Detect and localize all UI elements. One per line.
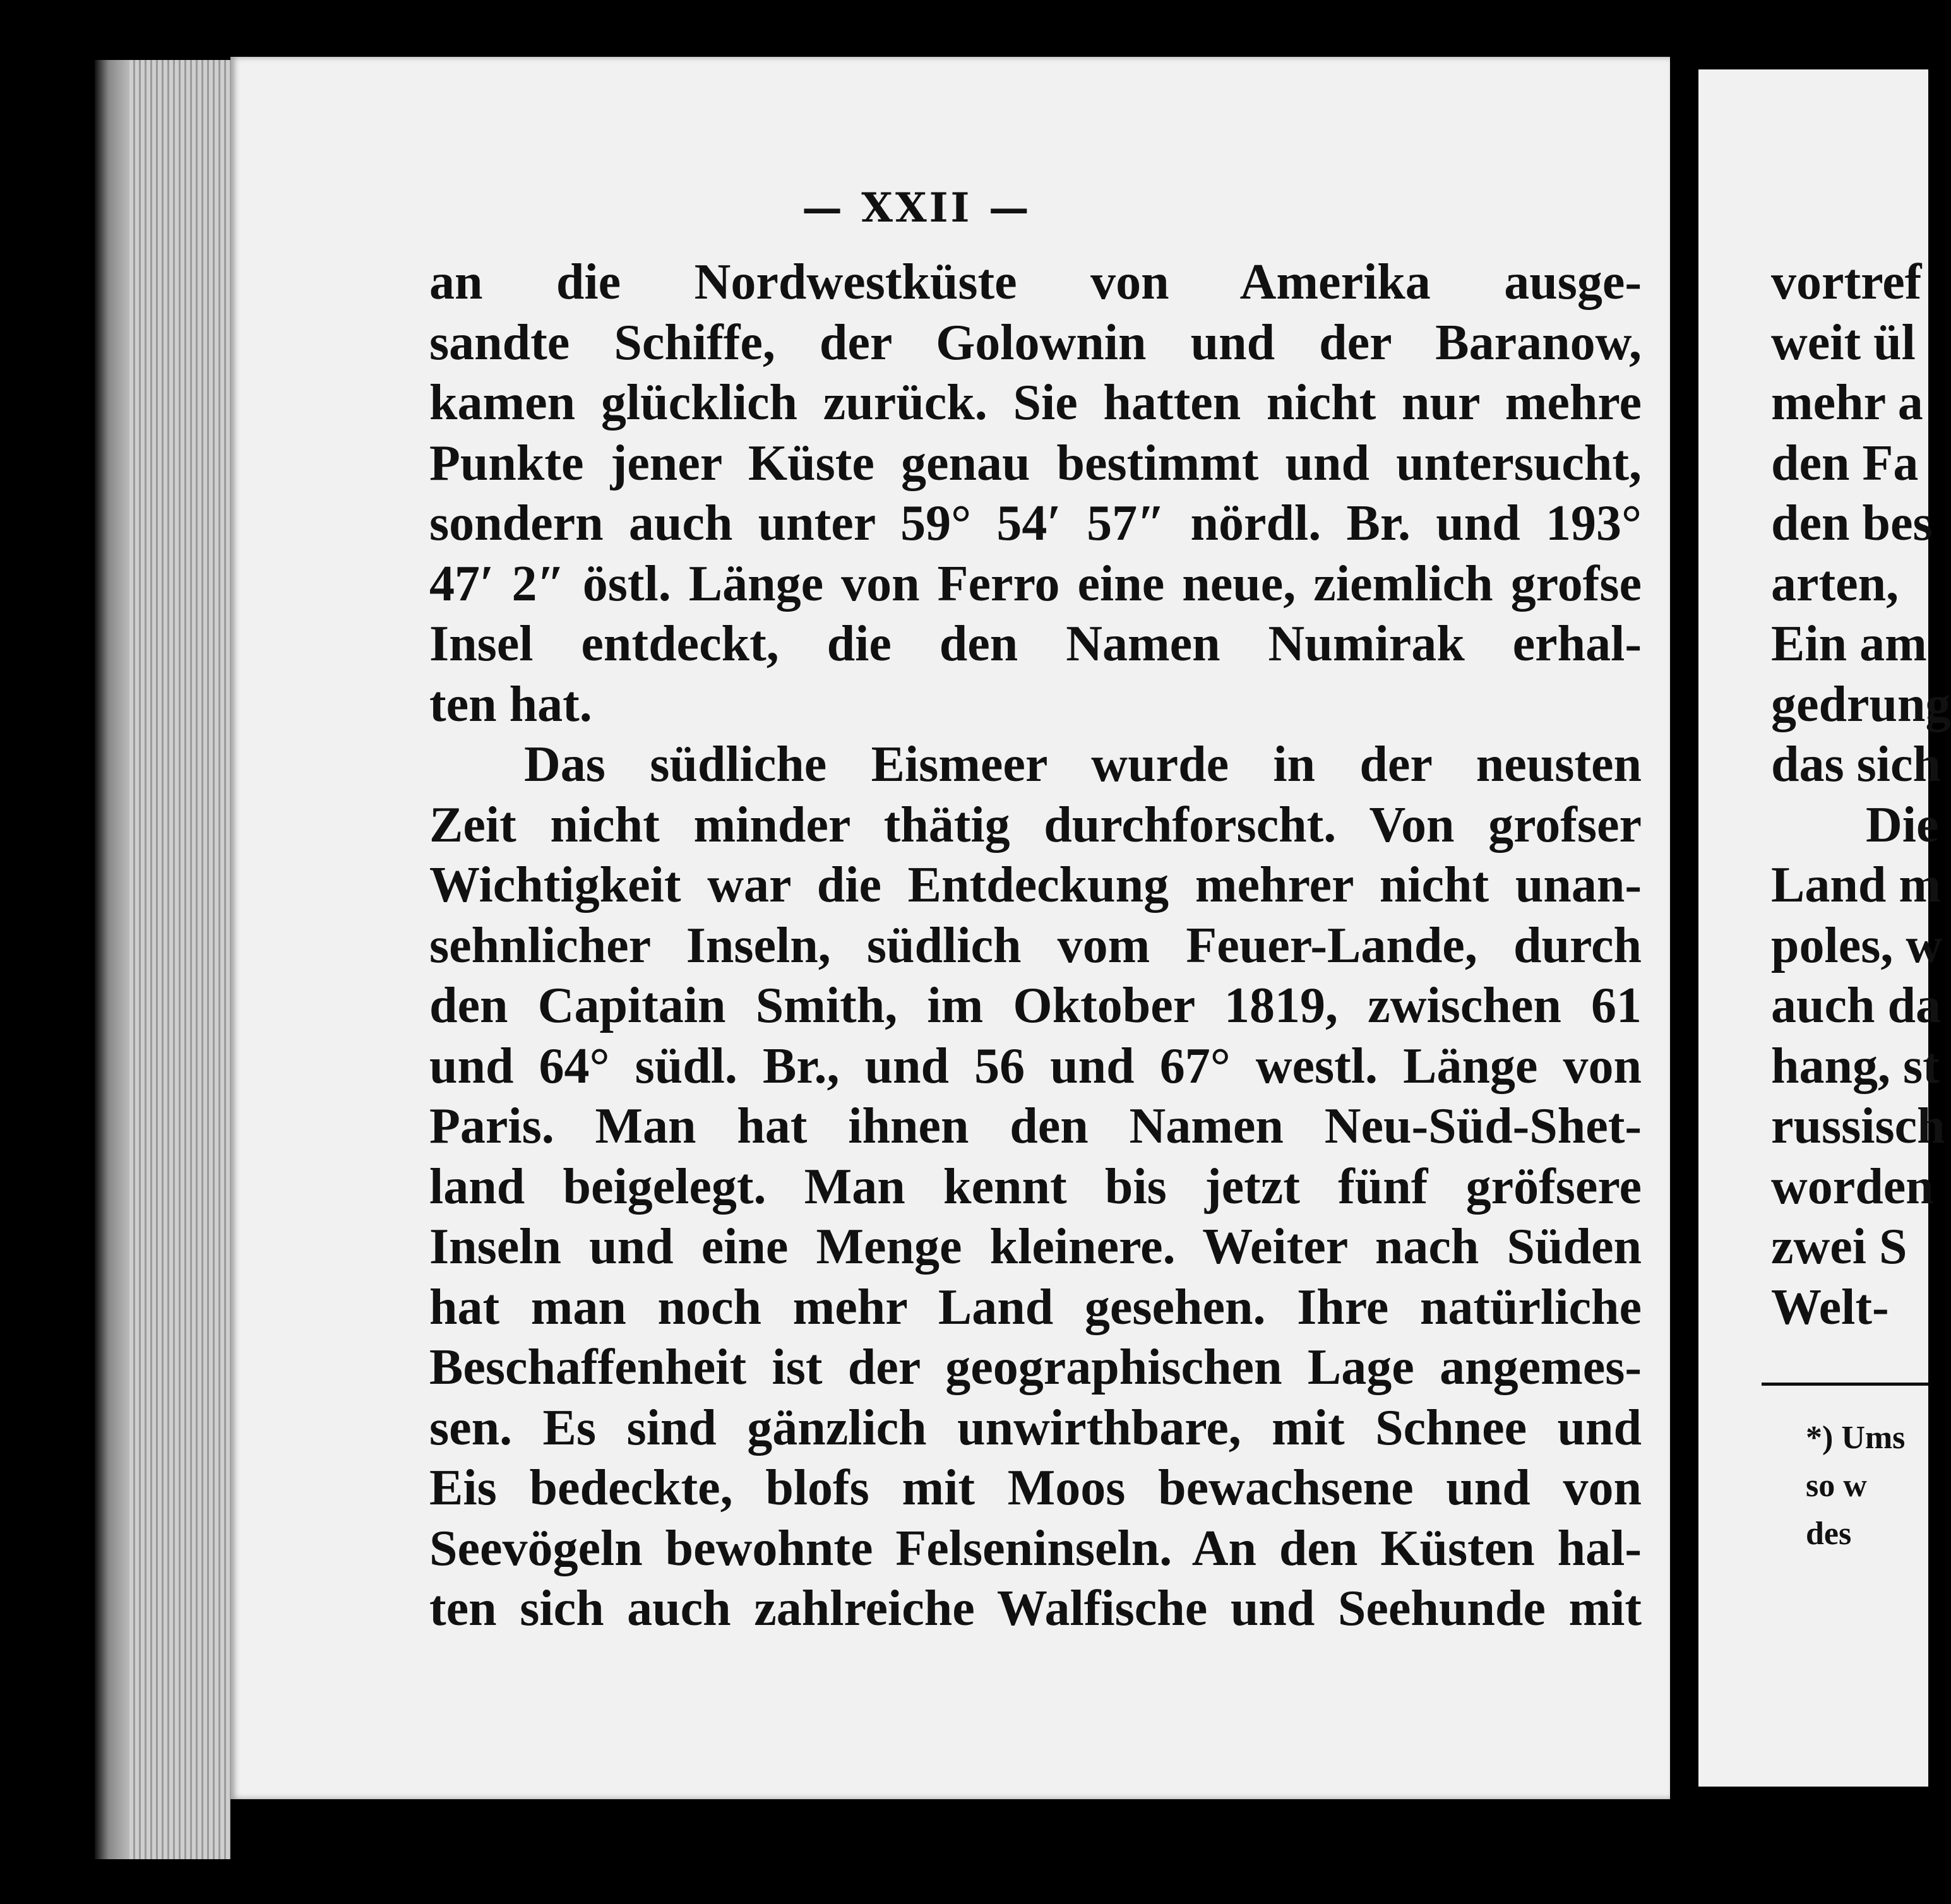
text-line: zwei S xyxy=(1771,1219,1907,1275)
text-line: sandte Schiffe, der Golownin und der Baranow, xyxy=(429,314,1642,371)
text-line: ten hat. xyxy=(429,676,592,732)
text-line: an die Nordwestküste von Amerika ausge- xyxy=(429,254,1642,310)
page-stack-edges xyxy=(129,60,230,1859)
text-line: Inseln und eine Menge kleinere. Weiter nach Süden xyxy=(429,1219,1642,1275)
text-line: und 64° südl. Br., und 56 und 67° westl. Länge von xyxy=(429,1038,1642,1094)
text-line: Welt- xyxy=(1771,1279,1889,1335)
text-line: Das südliche Eismeer wurde in der neusten xyxy=(524,737,1642,792)
right-page-footnote xyxy=(1806,1414,1928,1558)
footnote-line: so w xyxy=(1806,1468,1867,1504)
text-line: Seevögeln bewohnte Felseninseln. An den Küsten hal- xyxy=(429,1520,1642,1576)
footnote-rule xyxy=(1762,1383,1928,1386)
text-line: vortref xyxy=(1771,254,1922,310)
text-line: Ein am xyxy=(1771,616,1927,672)
text-line: Eis bedeckte, blofs mit Moos bewachsene und von xyxy=(429,1460,1642,1516)
text-line: arten, xyxy=(1771,556,1899,612)
text-line: Paris. Man hat ihnen den Namen Neu-Süd-Shet- xyxy=(429,1098,1642,1154)
text-line: sondern auch unter 59° 54′ 57″ nördl. Br. und 193° xyxy=(429,496,1642,551)
text-line: sen. Es sind gänzlich unwirthbare, mit Schnee und xyxy=(429,1400,1642,1456)
text-line: gedrung xyxy=(1771,676,1951,732)
text-line: worden xyxy=(1771,1158,1934,1215)
text-line: sehnlicher Inseln, südlich vom Feuer-Lande, durch xyxy=(429,917,1642,973)
text-line: Zeit nicht minder thätig durchforscht. Von grofser xyxy=(429,797,1642,853)
text-line: land beigelegt. Man kennt bis jetzt fünf gröfsere xyxy=(429,1158,1642,1215)
book-edge-shadow xyxy=(95,60,129,1859)
text-line: Insel entdeckt, die den Namen Numirak erhal- xyxy=(429,616,1642,672)
text-line: auch da xyxy=(1771,978,1941,1033)
text-line: kamen glücklich zurück. Sie hatten nicht nur mehre xyxy=(429,375,1642,431)
text-line: den Fa xyxy=(1771,435,1919,491)
text-line: Punkte jener Küste genau bestimmt und untersucht, xyxy=(429,435,1642,491)
footnote-line: *) Ums xyxy=(1806,1420,1906,1456)
text-line: mehr a xyxy=(1771,375,1923,431)
text-line: Land m xyxy=(1771,857,1941,913)
text-line: Wichtigkeit war die Entdeckung mehrer nicht unan- xyxy=(429,857,1642,913)
text-line: das sich xyxy=(1771,737,1941,792)
text-line: hat man noch mehr Land gesehen. Ihre natürliche xyxy=(429,1279,1642,1335)
left-page-body xyxy=(429,253,1642,1639)
text-line: russisch xyxy=(1771,1098,1945,1154)
text-line: ten sich auch zahlreiche Walfische und Seehunde mit xyxy=(429,1581,1642,1636)
text-line: 47′ 2″ östl. Länge von Ferro eine neue, ziemlich grofse xyxy=(429,556,1642,612)
text-line: Die xyxy=(1866,797,1939,853)
text-line: poles, w xyxy=(1771,917,1943,973)
text-line: den Capitain Smith, im Oktober 1819, zwischen 61 xyxy=(429,978,1642,1033)
text-line: den bes xyxy=(1771,496,1933,551)
text-line: weit ül xyxy=(1771,314,1916,371)
footnote-line: des xyxy=(1806,1516,1852,1552)
text-line: hang, st xyxy=(1771,1038,1940,1094)
text-line: Beschaffenheit ist der geographischen Lage angemes- xyxy=(429,1340,1642,1395)
right-page-body xyxy=(1771,253,1951,1338)
page-number-header: — XXII — xyxy=(802,184,1032,232)
